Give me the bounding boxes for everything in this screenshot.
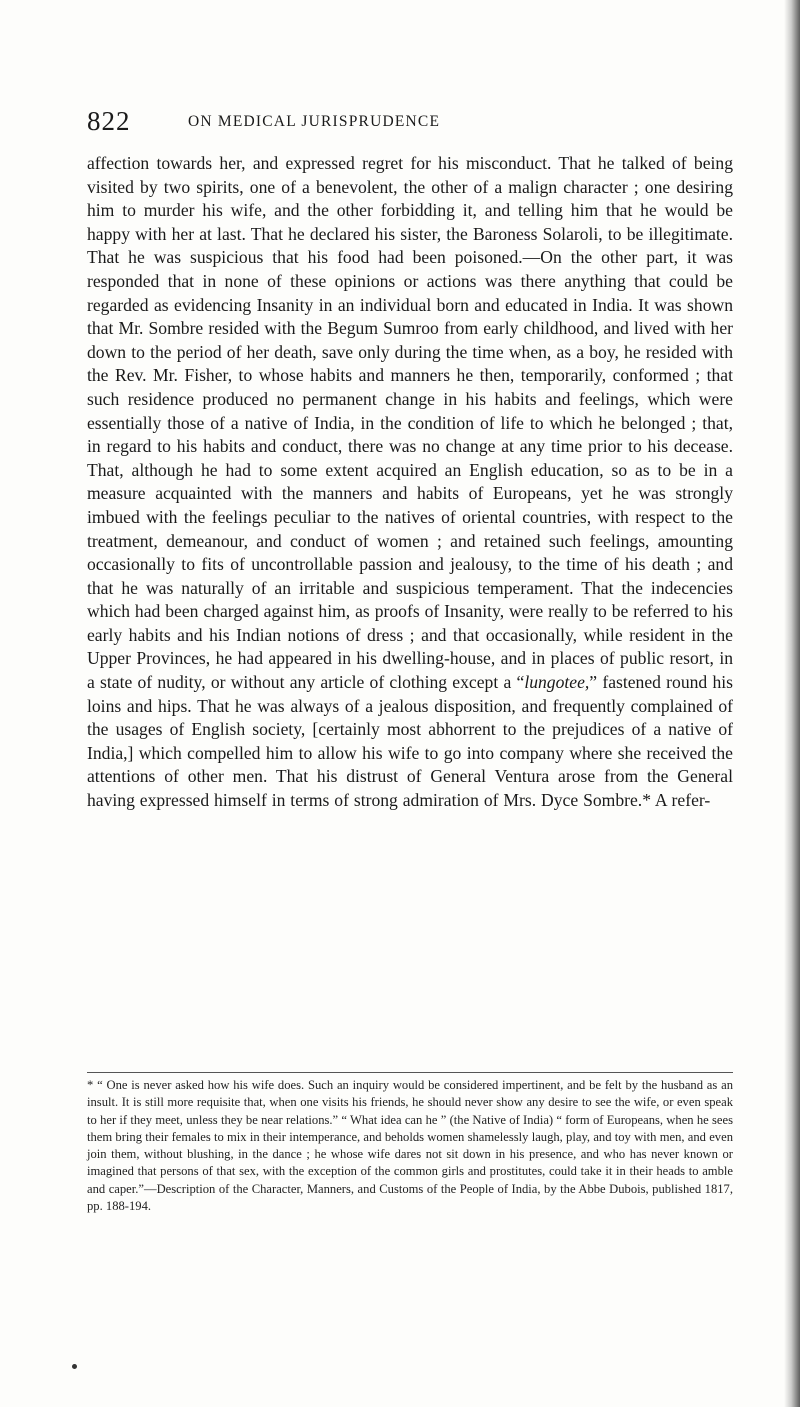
body-text-part-1: affection towards her, and expressed regret for his misconduct. That he talked of being visited by two spirits, one of a benevolent, the other of a malign character ; one desiring him to murder his wife, and the other forbidding it, and telling him that he would be happy with her at last. That he declared his sister, the Baroness Solaroli, to be illegitimate. That he was suspicious that his food had been poisoned.—On the other part, it was responded that in none of these opinions or actions was there anything that could be regarded as evidencing Insanity in an individual born and educated in India. It was shown that Mr. Sombre resided with the Begum Sumroo from early childhood, and lived with her down to the period of her death, save only during the time when, as a boy, he resided with the Rev. Mr. Fisher, to whose habits and manners he then, temporarily, conformed ; that such residence produced no permanent change in his habits and feelings, which were essentially those of a native of India, in the condition of life to which he belonged ; that, in regard to his habits and conduct, there was no change at any time prior to his decease. That, although he had to some extent acquired an English education, so as to be in a measure acquainted with the manners and habits of Europeans, yet he was strongly imbued with the feelings peculiar to the natives of oriental countries, with respect to the treatment, demeanour, and conduct of women ; and retained such feelings, amounting occasionally to fits of uncontrollable passion and jealousy, to the time of his death ; and that he was naturally of an irritable and suspicious temperament. That the indecencies which had been charged against him, as proofs of Insanity, were really to be referred to his early habits and his Indian notions of dress ; and that occasionally, while resident in the Upper Provinces, he had appeared in his dwelling-house, and in places of public resort, in a state of nudity, or without any article of clothing except a bbox=[87, 153, 733, 693]
page-number: 822 bbox=[87, 106, 131, 136]
body-text-part-2: ” fastened round his loins and hips. That he was always of a jealous disposition, and frequently complained of the usages of English society, [certainly most abhorrent to the prejudices of a native of India,] which compelled him to allow his wife to go into company where she received the attentions of other men. That his distrust of General Ventura arose from the General having expressed himself in terms of strong admiration of Mrs. Dyce Sombre.* A refer- bbox=[87, 672, 733, 811]
ink-spot bbox=[72, 1364, 77, 1369]
page-header bbox=[87, 104, 727, 138]
footnote-divider bbox=[87, 1072, 733, 1073]
running-head: ON MEDICAL JURISPRUDENCE bbox=[188, 113, 441, 130]
page-edge-shadow bbox=[784, 0, 800, 1407]
footnote: * “ One is never asked how his wife does. Such an inquiry would be considered impertinent, and be felt by the husband as an insult. It is still more requisite that, when one visits his friends, he should never show any desire to see the wife, or even speak to her if they meet, unless they be near relations.” “ What idea can he ” (the Native of India) “ form of Europeans, when he sees them bring their females to mix in their intemperance, and beholds women shamelessly laugh, play, and toy with men, and even join them, without blushing, in the dance ; he whose wife dares not sit down in his presence, and who has never known or imagined that persons of that sex, with the exception of the common girls and prostitutes, could take it in their heads to amble and caper.”—Description of the Character, Manners, and Customs of the People of India, by the Abbe Dubois, published 1817, pp. 188-194. bbox=[87, 1078, 733, 1214]
italic-term: lungotee, bbox=[524, 672, 590, 693]
body-paragraph: affection towards her, and expressed regret for his misconduct. That he talked of being visited by two spirits, one of a benevolent, the other of a malign character ; one desiring him to murder his wife, and the other forbidding it, and telling him that he would be happy with her at last. That he declared his sister, the Baroness Solaroli, to be illegitimate. That he was suspicious that his food had been poisoned.—On the other part, it was responded that in none of these opinions or actions was there anything that could be regarded as evidencing Insanity in an individual born and educated in India. It was shown that Mr. Sombre resided with the Begum Sumroo from early childhood, and lived with her down to the period of her death, save only during the time when, as a boy, he resided with the Rev. Mr. Fisher, to whose habits and manners he then, temporarily, conformed ; that such residence produced no permanent change in his habits and feelings, which were essentially those of a native of India, in the condition of life to which he belonged ; that, in regard to his habits and conduct, there was no change at any time prior to his decease. That, although he had to some extent acquired an English education, so as to be in a measure acquainted with the manners and habits of Europeans, yet he was strongly imbued with the feelings peculiar to the natives of oriental countries, with respect to the treatment, demeanour, and conduct of women ; and retained such feelings, amounting occasionally to fits of uncontrollable passion and jealousy, to the time of his death ; and that he was naturally of an irritable and suspicious temperament. That the indecencies which had been charged against him, as proofs of Insanity, were really to be referred to his early habits and his Indian notions of dress ; and that occasionally, while resident in the Upper Provinces, he had appeared in his dwelling-house, and in places of public resort, in a state of nudity, or without any article of clothing except a “lungotee,” fastened round his loins and hips. That he was always of a jealous disposition, and frequently complained of the usages of English society, [certainly most abhorrent to the prejudices of a native of India,] which compelled him to allow his wife to go into company where she received the attentions of other men. That his distrust of General Ventura arose from the General having expressed himself in terms of strong admiration of Mrs. Dyce Sombre.* A refer- bbox=[87, 153, 733, 811]
